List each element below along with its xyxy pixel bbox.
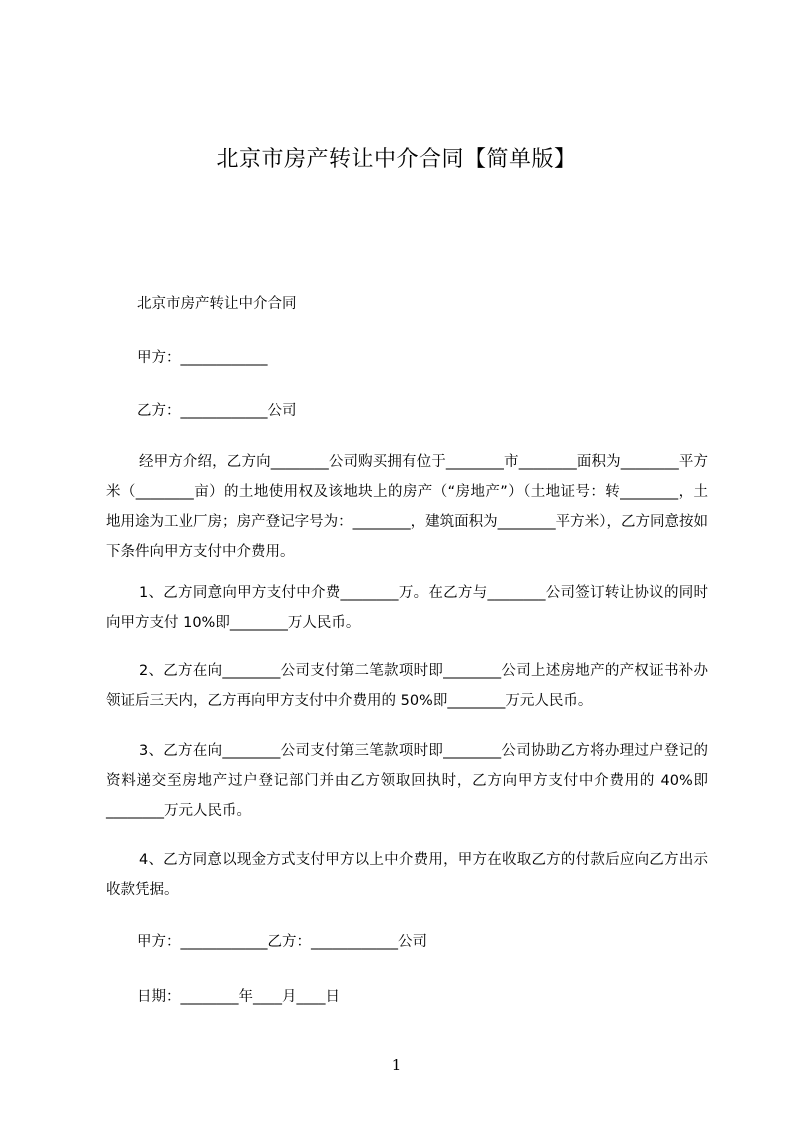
clause-3: 3、乙方在向________公司支付第三笔款项时即________公司协助乙方将办理过户登记的资料递交至房地产过户登记部门并由乙方领取回执时，乙方向甲方支付中介费用的 40%即________万元人民币。 (106, 743, 708, 819)
date-line: 日期：________年____月____日 (137, 989, 340, 1005)
document-title: 北京市房产转让中介合同【简单版】 (216, 147, 577, 172)
signature-line: 甲方：____________乙方：____________公司 (137, 934, 427, 950)
contract-subtitle: 北京市房产转让中介合同 (137, 296, 297, 312)
page-number: 1 (391, 1056, 402, 1074)
party-a-line: 甲方：____________ (137, 350, 268, 366)
clause-2: 2、乙方在向________公司支付第二笔款项时即________公司上述房地产的产权证书补办领证后三天内，乙方再向甲方支付中介费用的 50%即________万元人民币。 (106, 663, 708, 709)
clause-1: 1、乙方同意向甲方支付中介费________万。在乙方与________公司签订转让协议的同时向甲方支付 10%即________万人民币。 (106, 585, 708, 631)
party-b-line: 乙方：____________公司 (137, 403, 297, 419)
intro-paragraph: 经甲方介绍，乙方向________公司购买拥有位于________市________面积为________平方米（________亩）的土地使用权及该地块上的房产（“房地产”）（土地证号：转________，土地用途为工业厂房；房产登记字号为：________，建筑面积为________平方米），乙方同意按如下条件向甲方支付中介费用。 (106, 454, 708, 560)
clause-4: 4、乙方同意以现金方式支付甲方以上中介费用，甲方在收取乙方的付款后应向乙方出示收款凭据。 (106, 852, 708, 898)
